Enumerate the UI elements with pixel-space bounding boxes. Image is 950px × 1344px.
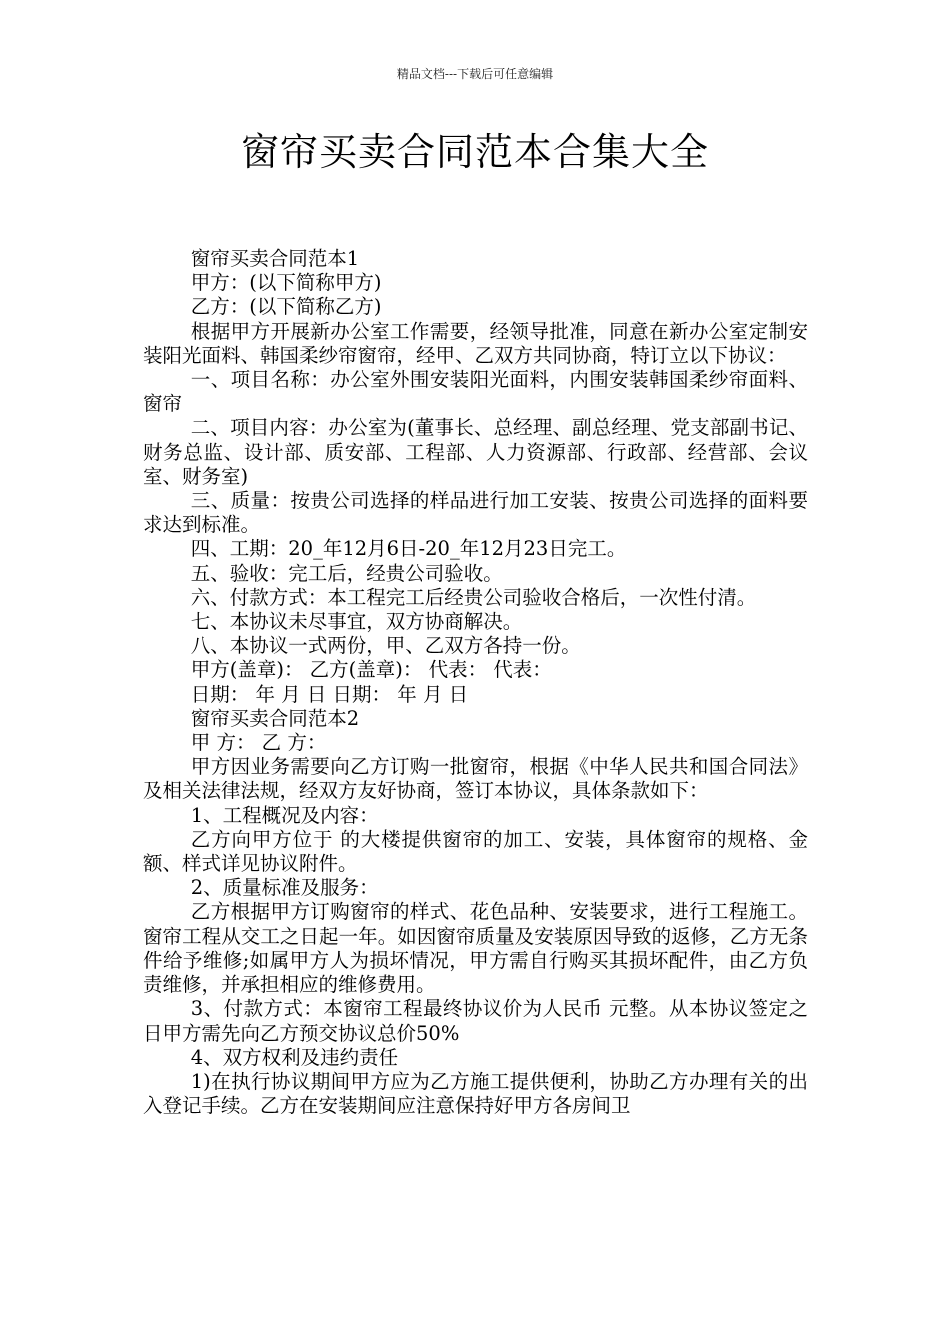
parties-line: 甲 方： 乙 方： bbox=[190, 731, 327, 755]
document-body bbox=[143, 247, 808, 1118]
party-b-line: 乙方：(以下简称乙方) bbox=[190, 295, 382, 319]
signature-line: 甲方(盖章)： 乙方(盖章)： 代表： 代表： bbox=[190, 658, 552, 682]
intro-paragraph-2: 甲方因业务需要向乙方订购一批窗帘，根据《中华人民共和国合同法》及相关法律法规，经双方友好协商，签订本协议，具体条款如下： bbox=[143, 755, 808, 803]
clause-4-text: 1)在执行协议期间甲方应为乙方施工提供便利，协助乙方办理有关的出入登记手续。乙方在安装期间应注意保持好甲方各房间卫 bbox=[143, 1069, 808, 1118]
section-heading-2: 窗帘买卖合同范本2 bbox=[190, 706, 360, 730]
clause-2-heading: 2、质量标准及服务： bbox=[190, 876, 379, 900]
clause-quality: 三、质量：按贵公司选择的样品进行加工安装、按贵公司选择的面料要求达到标准。 bbox=[143, 489, 808, 537]
section-heading-1: 窗帘买卖合同范本1 bbox=[190, 247, 360, 270]
clause-1-text: 乙方向甲方位于 的大楼提供窗帘的加工、安装，具体窗帘的规格、金额、样式详见协议附件。 bbox=[143, 827, 808, 876]
clause-2-text: 乙方根据甲方订购窗帘的样式、花色品种、安装要求，进行工程施工。窗帘工程从交工之日起一年。如因窗帘质量及安装原因导致的返修，乙方无条件给予维修;如属甲方人为损坏情况，甲方需自行购买其损坏配件，由乙方负责维修，并承担相应的维修费用。 bbox=[143, 900, 808, 997]
clause-4-heading: 4、双方权利及违约责任 bbox=[190, 1045, 399, 1069]
intro-paragraph: 根据甲方开展新办公室工作需要，经领导批准，同意在新办公室定制安装阳光面料、韩国柔纱帘窗帘，经甲、乙双方共同协商，特订立以下协议： bbox=[143, 319, 808, 367]
document-title: 窗帘买卖合同范本合集大全 bbox=[240, 130, 709, 174]
header-note: 精品文档---下载后可任意编辑 bbox=[396, 67, 554, 81]
clause-project-content: 二、项目内容：办公室为(董事长、总经理、副总经理、党支部副书记、财务总监、设计部、质安部、工程部、人力资源部、行政部、经营部、会议室、财务室) bbox=[143, 416, 808, 488]
clause-unresolved: 七、本协议未尽事宜，双方协商解决。 bbox=[190, 610, 523, 634]
clause-payment: 六、付款方式：本工程完工后经贵公司验收合格后，一次性付清。 bbox=[190, 585, 757, 609]
clause-schedule: 四、工期：20_年12月6日-20_年12月23日完工。 bbox=[190, 537, 627, 561]
clause-project-name: 一、项目名称：办公室外围安装阳光面料，内围安装韩国柔纱帘面料、窗帘 bbox=[143, 368, 808, 416]
date-line: 日期： 年 月 日 日期： 年 月 日 bbox=[190, 682, 469, 706]
clause-3-text: 3、付款方式：本窗帘工程最终协议价为人民币 元整。从本协议签定之日甲方需先向乙方预交协议总价50% bbox=[143, 997, 808, 1045]
clause-copies: 八、本协议一式两份，甲、乙双方各持一份。 bbox=[190, 634, 581, 658]
clause-1-heading: 1、工程概况及内容： bbox=[190, 803, 379, 827]
party-a-line: 甲方：(以下简称甲方) bbox=[190, 271, 382, 295]
clause-acceptance: 五、验收：完工后，经贵公司验收。 bbox=[190, 561, 503, 585]
